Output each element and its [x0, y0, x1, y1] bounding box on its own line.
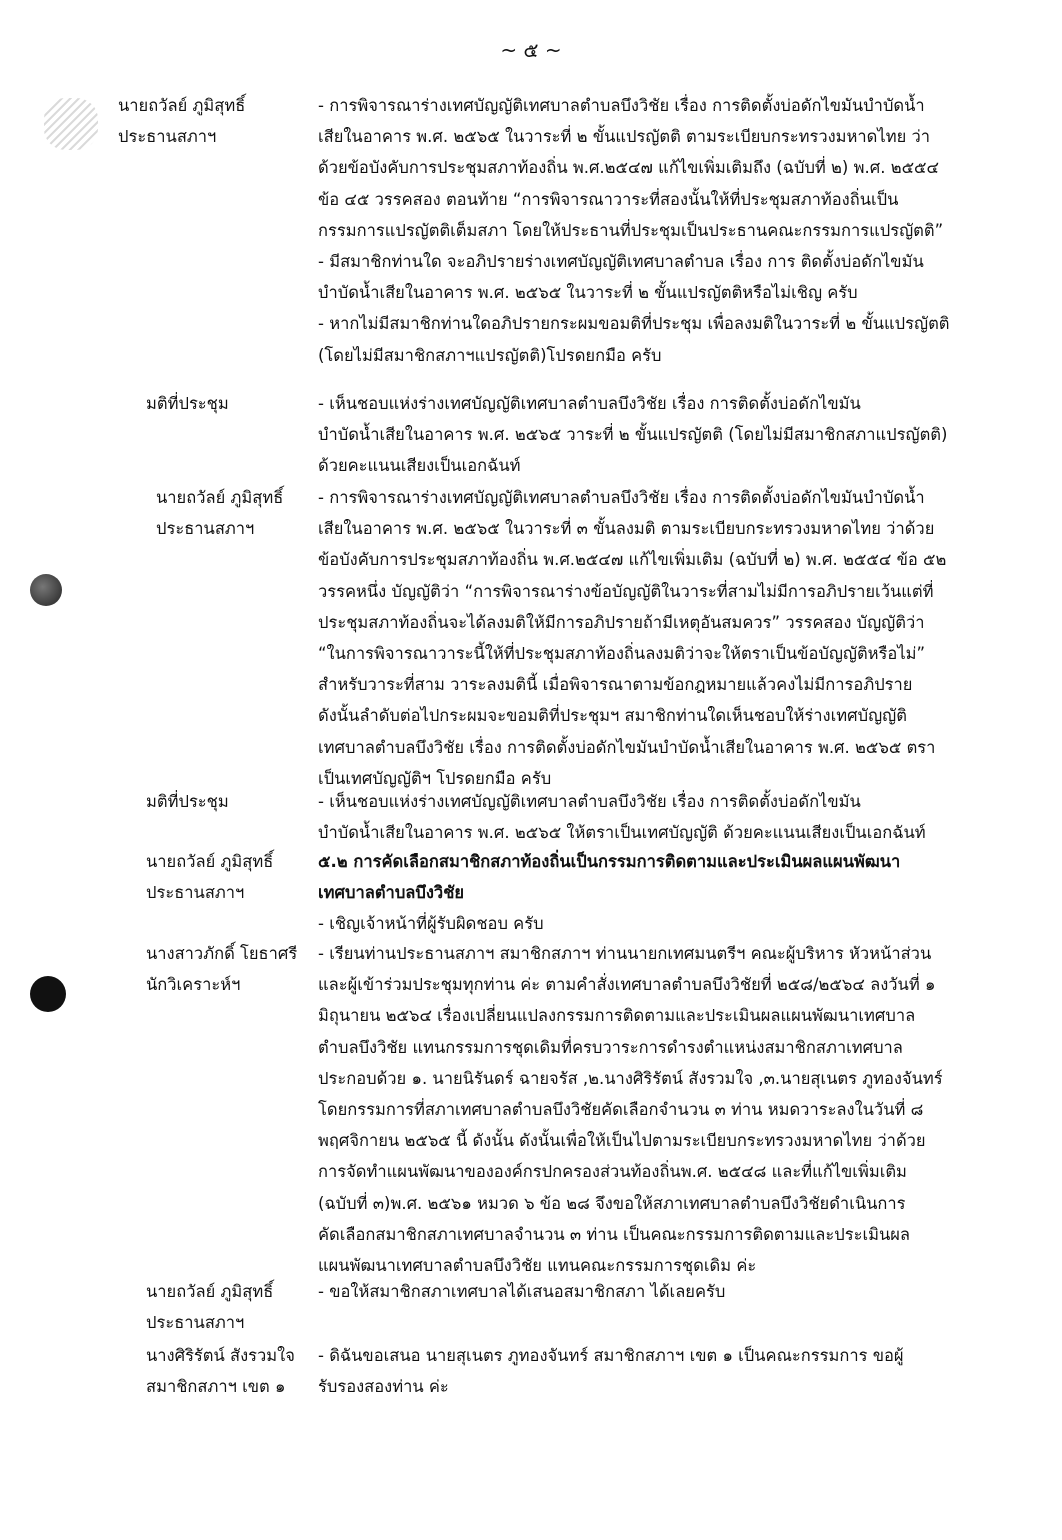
speaker-name-line: นายถวัลย์ ภูมิสุทธิ์ — [156, 488, 284, 507]
text-line: พฤศจิกายน ๒๕๖๕ นี้ ดังนั้น ดังนั้นเพื่อให้เป็นไปตามระเบียบกระทรวงมหาดไทย ว่าด้วย — [318, 1131, 926, 1151]
speaker-role-line: นักวิเคราะห์ฯ — [146, 975, 241, 994]
speaker-role-line: ประธานสภาฯ — [146, 883, 245, 902]
text-line: คัดเลือกสมาชิกสภาเทศบาลจำนวน ๓ ท่าน เป็นคณะกรรมการติดตามและประเมินผล — [318, 1224, 911, 1244]
speaker-name-line: นายถวัลย์ ภูมิสุทธิ์ — [146, 1282, 274, 1301]
text-line: วรรคหนึ่ง บัญญัติว่า “การพิจารณาร่างข้อบัญญัติในวาระที่สามไม่มีการอภิปรายเว้นแต่ที่ — [318, 581, 934, 601]
entry-content — [318, 1276, 986, 1307]
text-line: เสียในอาคาร พ.ศ. ๒๕๖๕ ในวาระที่ ๒ ขั้นแปรญัตติ ตามระเบียบกระทรวงมหาดไทย ว่า — [318, 127, 931, 147]
text-line: โดยกรรมการที่สภาเทศบาลตำบลบึงวิชัยคัดเลือกจำนวน ๓ ท่าน หมดวาระลงในวันที่ ๘ — [318, 1100, 924, 1120]
section-heading: ๕.๒ การคัดเลือกสมาชิกสภาท้องถิ่นเป็นกรรมการติดตามและประเมินผลแผนพัฒนา — [318, 852, 901, 871]
text-line: (ฉบับที่ ๓)พ.ศ. ๒๕๖๑ หมวด ๖ ข้อ ๒๘ จึงขอให้สภาเทศบาลตำบลบึงวิชัยดำเนินการ — [318, 1193, 906, 1213]
speaker-name-line: นายถวัลย์ ภูมิสุทธิ์ — [146, 852, 274, 871]
text-line: ประกอบด้วย ๑. นายนิรันดร์ ฉายจรัส ,๒.นางศิริรัตน์ สังรวมใจ ,๓.นายสุเนตร ภูทองจันทร์ — [318, 1068, 943, 1088]
speaker-name-line: นายถวัลย์ ภูมิสุทธิ์ — [118, 96, 246, 115]
text-line: มิถุนายน ๒๕๖๔ เรื่องเปลี่ยนแปลงกรรมการติดตามและประเมินผลแผนพัฒนาเทศบาล — [318, 1006, 916, 1026]
text-line: - เห็นชอบแห่งร่างเทศบัญญัติเทศบาลตำบลบึงวิชัย เรื่อง การติดตั้งบ่อดักไขมัน — [318, 394, 861, 413]
speaker-name — [156, 482, 283, 544]
punch-hole-bottom — [30, 976, 66, 1012]
speaker-role-line: สมาชิกสภาฯ เขต ๑ — [146, 1377, 286, 1396]
text-line: - หากไม่มีสมาชิกท่านใดอภิปรายกระผมขอมติที่ประชุม เพื่อลงมติในวาระที่ ๒ ขั้นแปรญัตติ — [318, 314, 950, 334]
text-line: (โดยไม่มีสมาชิกสภาฯแปรญัตติ)โปรดยกมือ ครับ — [318, 345, 662, 365]
text-line: เสียในอาคาร พ.ศ. ๒๕๖๕ ในวาระที่ ๓ ขั้นลงมติ ตามระเบียบกระทรวงมหาดไทย ว่าด้วย — [318, 519, 935, 539]
text-line: กรรมการแปรญัตติเต็มสภา โดยให้ประธานที่ประชุมเป็นประธานคณะกรรมการแปรญัตติ” — [318, 220, 944, 240]
text-line: ประชุมสภาท้องถิ่นจะได้ลงมติให้มีการอภิปรายถ้ามีเหตุอันสมควร” วรรคสอง บัญญัติว่า — [318, 612, 925, 632]
text-line: ดังนั้นลำดับต่อไปกระผมจะขอมติที่ประชุมฯ สมาชิกท่านใดเห็นชอบให้ร่างเทศบัญญัติ — [318, 706, 907, 726]
speaker-role-line: ประธานสภาฯ — [146, 1313, 245, 1332]
text-line: - เชิญเจ้าหน้าที่ผู้รับผิดชอบ ครับ — [318, 914, 544, 934]
text-line: แผนพัฒนาเทศบาลตำบลบึงวิชัย แทนคณะกรรมการชุดเดิม ค่ะ — [318, 1256, 757, 1276]
speaker-role-line: ประธานสภาฯ — [156, 519, 255, 538]
speaker-role-line: ประธานสภาฯ — [118, 127, 217, 146]
speaker-name-line: นางสาวภักดิ์ โยธาศรี — [146, 944, 298, 963]
speaker-name — [146, 1276, 273, 1338]
text-line: บำบัดน้ำเสียในอาคาร พ.ศ. ๒๕๖๕ ในวาระที่ ๒ ขั้นแปรญัตติหรือไม่เชิญ ครับ — [318, 283, 858, 303]
text-line: ด้วยข้อบังคับการประชุมสภาท้องถิ่น พ.ศ.๒๕๔๗ แก้ไขเพิ่มเติมถึง (ฉบับที่ ๒) พ.ศ. ๒๕๕๔ — [318, 158, 940, 178]
text-line: สำหรับวาระที่สาม วาระลงมตินี้ เมื่อพิจารณาตามข้อกฎหมายแล้วคงไม่มีการอภิปราย — [318, 675, 913, 695]
entry-content — [318, 786, 986, 848]
text-line: บำบัดน้ำเสียในอาคาร พ.ศ. ๒๕๖๕ วาระที่ ๒ ขั้นแปรญัตติ (โดยไม่มีสมาชิกสภาแปรญัตติ) — [318, 425, 948, 445]
scan-smudge — [44, 98, 98, 150]
text-line: บำบัดน้ำเสียในอาคาร พ.ศ. ๒๕๖๕ ให้ตราเป็นเทศบัญญัติ ด้วยคะแนนเสียงเป็นเอกฉันท์ — [318, 823, 926, 843]
text-line: “ในการพิจารณาวาระนี้ให้ที่ประชุมสภาท้องถิ่นลงมติว่าจะให้ตราเป็นข้อบัญญัติหรือไม่” — [318, 644, 926, 664]
text-line: ตำบลบึงวิชัย แทนกรรมการชุดเดิมที่ครบวาระการดำรงตำแหน่งสมาชิกสภาเทศบาล — [318, 1037, 903, 1057]
entry-content — [318, 1340, 986, 1402]
text-line: - ขอให้สมาชิกสภาเทศบาลได้เสนอสมาชิกสภา ได้เลยครับ — [318, 1282, 726, 1301]
speaker-name — [146, 388, 229, 419]
text-line: - เรียนท่านประธานสภาฯ สมาชิกสภาฯ ท่านนายกเทศมนตรีฯ คณะผู้บริหาร หัวหน้าส่วน — [318, 944, 932, 963]
entry-content — [318, 938, 986, 1281]
speaker-name — [118, 90, 245, 152]
text-line: - เห็นชอบแห่งร่างเทศบัญญัติเทศบาลตำบลบึงวิชัย เรื่อง การติดตั้งบ่อดักไขมัน — [318, 792, 861, 811]
entry-content — [318, 90, 986, 371]
text-line: - ดิฉันขอเสนอ นายสุเนตร ภูทองจันทร์ สมาชิกสภาฯ เขต ๑ เป็นคณะกรรมการ ขอผู้ — [318, 1346, 904, 1365]
text-line: การจัดทำแผนพัฒนาขององค์กรปกครองส่วนท้องถิ่นพ.ศ. ๒๕๔๘ และที่แก้ไขเพิ่มเติม — [318, 1162, 907, 1182]
resolution-label: มติที่ประชุม — [146, 394, 229, 413]
text-line: - การพิจารณาร่างเทศบัญญัติเทศบาลตำบลบึงวิชัย เรื่อง การติดตั้งบ่อดักไขมันบำบัดน้ำ — [318, 96, 925, 115]
text-line: ข้อ ๔๕ วรรคสอง ตอนท้าย “การพิจารณาวาระที่สองนั้นให้ที่ประชุมสภาท้องถิ่นเป็น — [318, 189, 899, 209]
resolution-label: มติที่ประชุม — [146, 792, 229, 811]
speaker-name — [146, 786, 229, 817]
punch-hole-top — [30, 574, 62, 606]
page-number: ~ ๕ ~ — [500, 38, 562, 62]
text-line: เทศบาลตำบลบึงวิชัย เรื่อง การติดตั้งบ่อดักไขมันบำบัดน้ำเสียในอาคาร พ.ศ. ๒๕๖๕ ตรา — [318, 737, 936, 757]
text-line: - การพิจารณาร่างเทศบัญญัติเทศบาลตำบลบึงวิชัย เรื่อง การติดตั้งบ่อดักไขมันบำบัดน้ำ — [318, 488, 925, 507]
speaker-name — [146, 938, 297, 1000]
speaker-name — [146, 1340, 295, 1402]
text-line: ด้วยคะแนนเสียงเป็นเอกฉันท์ — [318, 456, 521, 476]
text-line: รับรองสองท่าน ค่ะ — [318, 1377, 449, 1397]
entry-content — [318, 846, 986, 940]
entry-content — [318, 388, 986, 482]
text-line: - มีสมาชิกท่านใด จะอภิปรายร่างเทศบัญญัติเทศบาลตำบล เรื่อง การ ติดตั้งบ่อดักไขมัน — [318, 252, 924, 272]
text-line: และผู้เข้าร่วมประชุมทุกท่าน ค่ะ ตามคำสั่งเทศบาลตำบลบึงวิชัยที่ ๒๕๘/๒๕๖๔ ลงวันที่ ๑ — [318, 975, 936, 995]
speaker-name — [146, 846, 273, 908]
text-line: ข้อบังคับการประชุมสภาท้องถิ่น พ.ศ.๒๕๔๗ แก้ไขเพิ่มเติม (ฉบับที่ ๒) พ.ศ. ๒๕๕๔ ข้อ ๕๒ — [318, 550, 947, 570]
section-heading: เทศบาลตำบลบึงวิชัย — [318, 883, 465, 903]
entry-content — [318, 482, 986, 794]
text-line: เป็นเทศบัญญัติฯ โปรดยกมือ ครับ — [318, 768, 552, 788]
speaker-name-line: นางศิริรัตน์ สังรวมใจ — [146, 1346, 295, 1365]
